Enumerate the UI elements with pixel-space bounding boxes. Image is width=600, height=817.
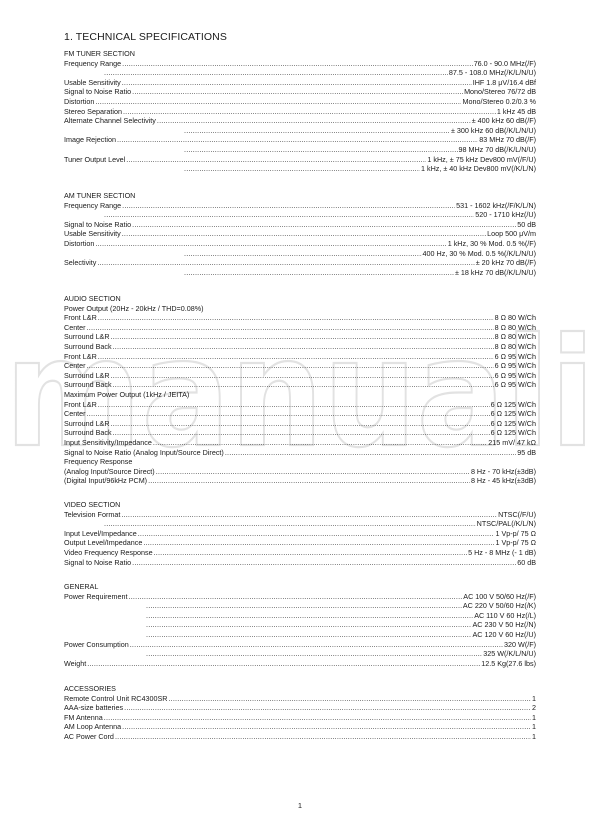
max-power-note: Maximum Power Output (1kHz / JEITA) [64,389,190,399]
spec-list [64,592,536,669]
spec-value: 76.0 - 90.0 MHz(/F) [473,58,536,68]
dot-leader [130,640,503,650]
spec-label: Frequency Range [64,200,122,210]
spec-row [64,313,536,323]
dot-leader [132,220,516,230]
dot-leader [95,239,446,249]
spec-row [64,145,536,155]
spec-value: 1 kHz, 30 % Mod. 0.5 %(/F) [447,238,536,248]
spec-label: AC Power Cord [64,731,114,741]
spec-value: Mono/Stereo 0.2/0.3 % [462,96,536,106]
spec-label: Usable Sensitivity [64,77,121,87]
spec-value: 98 MHz 70 dB(/K/L/N/U) [458,144,536,154]
spec-value: 325 W(/K/L/N/U) [483,649,536,659]
spec-row [64,371,536,381]
section-heading: FM TUNER SECTION [64,49,135,58]
spec-label: AM Loop Antenna [64,722,122,732]
spec-value: 6 Ω 125 W/Ch [490,409,536,419]
spec-value: 320 W(/F) [504,639,536,649]
frequency-response-note: Frequency Response [64,457,133,467]
dot-leader [132,87,463,97]
spec-value: 1 [532,712,536,722]
spec-value: NTSC(/F/U) [498,509,536,519]
dot-leader [122,722,531,732]
spec-label: Remote Control Unit RC4300SR [64,693,168,703]
spec-value: 531 - 1602 kHz(/F/K/L/N) [456,200,536,210]
page-number: 1 [297,801,303,810]
spec-label: Image Rejection [64,135,116,145]
spec-value: 95 dB [517,447,536,457]
spec-value: 50 dB [517,219,536,229]
spec-value: 6 Ω 125 W/Ch [490,428,536,438]
spec-row [64,538,536,548]
spec-label: AAA-size batteries [64,703,124,713]
dot-leader [184,126,450,136]
dot-leader [146,620,471,630]
dot-leader [146,649,482,659]
spec-label: Weight [64,658,87,668]
spec-row [64,78,536,88]
fm-tuner-section [64,49,536,174]
spec-row [64,510,536,520]
am-tuner-section [64,191,536,277]
dot-leader [153,438,487,448]
spec-value: ± 18 kHz 70 dB(/K/L/N/U) [454,267,536,277]
spec-label: Power Requirement [64,591,128,601]
spec-value: 1 Vp-p/ 75 Ω [495,538,536,548]
dot-leader [156,467,470,477]
spec-row [64,713,536,723]
spec-label: Power Consumption [64,639,129,649]
dot-leader [143,538,494,548]
spec-label: Television Format [64,509,121,519]
spec-label: Signal to Noise Ratio [64,219,132,229]
spec-value: 215 mV/ 47 kΩ [488,437,536,447]
dot-leader [95,97,461,107]
spec-list [64,510,536,568]
spec-row [64,722,536,732]
spec-row [64,601,536,611]
spec-label: Usable Sensitivity [64,229,121,239]
spec-value: 8 Ω 80 W/Ch [494,332,536,342]
spec-value: ± 20 kHz 70 dB(/F) [475,258,536,268]
dot-leader [111,371,494,381]
spec-row [64,400,536,410]
spec-row [64,68,536,78]
spec-label: (Analog Input/Source Direct) [64,466,155,476]
spec-value: AC 100 V 50/60 Hz(/F) [463,591,536,601]
spec-label: Distortion [64,96,95,106]
spec-value: 12.5 Kg(27.6 lbs) [481,658,536,668]
spec-row [64,409,536,419]
spec-value: 1 Vp-p/ 75 Ω [495,528,536,538]
spec-value: AC 220 V 50/60 Hz(/K) [462,601,536,611]
spec-row [64,59,536,69]
spec-row [64,164,536,174]
page-title: 1. TECHNICAL SPECIFICATIONS [64,31,227,43]
spec-row [64,155,536,165]
dot-leader [146,611,473,621]
spec-value: 1 [532,722,536,732]
dot-leader [157,116,471,126]
spec-value: 1 kHz 45 dB [496,106,536,116]
spec-value: 6 Ω 95 W/Ch [494,370,536,380]
spec-value: 8 Hz - 45 kHz(±3dB) [470,476,536,486]
section-heading: AM TUNER SECTION [64,191,136,200]
spec-label: Surround Back [64,428,112,438]
spec-label: Surround Back [64,380,112,390]
spec-label: Signal to Noise Ratio [64,557,132,567]
dot-leader [87,361,494,371]
spec-row [64,703,536,713]
spec-row [64,249,536,259]
spec-row [64,694,536,704]
spec-value: 1 kHz, ± 75 kHz Dev800 mV(/F/U) [427,154,536,164]
spec-list [64,694,536,742]
dot-leader [138,529,495,539]
spec-label: Input Sensitivity/Impedance [64,437,152,447]
spec-label: Surround L&R [64,418,110,428]
spec-value: 8 Ω 80 W/Ch [494,313,536,323]
dot-leader [87,659,480,669]
spec-list [64,313,536,390]
dot-leader [129,592,463,602]
spec-row [64,476,536,486]
spec-label: Output Level/Impedance [64,538,143,548]
spec-value: ± 400 kHz 60 dB(/F) [471,116,536,126]
dot-leader [98,400,490,410]
dot-leader [154,548,468,558]
dot-leader [113,342,494,352]
spec-label: Center [64,361,86,371]
spec-list [64,400,536,458]
spec-row [64,558,536,568]
spec-value: 6 Ω 95 W/Ch [494,380,536,390]
spec-label: Signal to Noise Ratio (Analog Input/Source Direct) [64,447,224,457]
dot-leader [122,229,486,239]
spec-row [64,592,536,602]
spec-list [64,201,536,278]
spec-row [64,419,536,429]
general-section [64,582,536,668]
spec-value: AC 110 V 60 Hz(/L) [474,610,536,620]
audio-section [64,294,536,486]
spec-row [64,620,536,630]
spec-row [64,732,536,742]
spec-row [64,380,536,390]
spec-row [64,519,536,529]
spec-value: 6 Ω 125 W/Ch [490,399,536,409]
dot-leader [122,201,455,211]
spec-label: Frequency Range [64,58,122,68]
spec-label: Input Level/Impedance [64,528,137,538]
spec-label: Distortion [64,238,95,248]
dot-leader [104,713,531,723]
spec-value: NTSC/PAL(/K/L/N) [476,519,536,529]
spec-row [64,201,536,211]
spec-value: Loop 500 μV/m [487,229,536,239]
spec-row [64,640,536,650]
power-output-note: Power Output (20Hz - 20kHz / THD=0.08%) [64,303,204,313]
spec-value: 520 - 1710 kHz(/U) [475,210,536,220]
spec-label: Surround Back [64,341,112,351]
spec-value: 6 Ω 125 W/Ch [490,418,536,428]
spec-value: 8 Ω 80 W/Ch [494,341,536,351]
video-section [64,500,536,567]
spec-row [64,342,536,352]
spec-label: Front L&R [64,399,97,409]
spec-value: 2 [532,703,536,713]
spec-row [64,87,536,97]
dot-leader [148,476,470,486]
spec-label: Front L&R [64,313,97,323]
spec-label: Signal to Noise Ratio [64,87,132,97]
spec-label: Surround L&R [64,370,110,380]
dot-leader [115,732,531,742]
spec-label: Selectivity [64,258,97,268]
spec-row [64,135,536,145]
spec-value: IHF 1.8 μV/16.4 dBf [472,77,536,87]
spec-label: Video Frequency Response [64,547,153,557]
spec-list [64,59,536,174]
dot-leader [184,145,458,155]
watermark-text: manuali [5,325,595,465]
spec-value: 6 Ω 95 W/Ch [494,361,536,371]
spec-row [64,352,536,362]
dot-leader [124,703,531,713]
spec-value: 400 Hz, 30 % Mod. 0.5 %(/K/L/N/U) [422,248,536,258]
spec-row [64,438,536,448]
spec-label: Front L&R [64,351,97,361]
spec-value: AC 230 V 50 Hz(/N) [472,620,536,630]
spec-value: 83 MHz 70 dB(/F) [479,135,536,145]
spec-value: ± 300 kHz 60 dB(/K/L/N/U) [450,125,536,135]
dot-leader [111,332,494,342]
spec-row [64,611,536,621]
spec-row [64,361,536,371]
spec-value: 60 dB [517,557,536,567]
spec-value: 8 Ω 80 W/Ch [494,322,536,332]
spec-row [64,220,536,230]
spec-label: Alternate Channel Selectivity [64,116,156,126]
accessories-section [64,684,536,742]
dot-leader [184,268,454,278]
spec-row [64,428,536,438]
spec-value: AC 120 V 60 Hz(/U) [472,629,536,639]
dot-leader [146,601,462,611]
spec-label: Stereo Separation [64,106,122,116]
dot-leader [87,323,494,333]
spec-row [64,268,536,278]
dot-leader [117,135,478,145]
spec-value: 8 Hz - 70 kHz(±3dB) [470,466,536,476]
spec-label: FM Antenna [64,712,103,722]
dot-leader [87,409,490,419]
spec-value: Mono/Stereo 76/72 dB [464,87,536,97]
spec-value: 87.5 - 108.0 MHz(/K/L/N/U) [448,68,536,78]
dot-leader [123,107,496,117]
spec-value: 1 kHz, ± 40 kHz Dev800 mV(/K/L/N) [421,164,536,174]
spec-row [64,467,536,477]
spec-row [64,210,536,220]
spec-label: Tuner Output Level [64,154,126,164]
spec-row [64,448,536,458]
dot-leader [104,519,476,529]
spec-row [64,323,536,333]
dot-leader [113,380,494,390]
dot-leader [146,630,471,640]
dot-leader [225,448,516,458]
spec-row [64,258,536,268]
dot-leader [98,313,494,323]
dot-leader [122,78,472,88]
spec-label: Center [64,409,86,419]
spec-value: 1 [532,693,536,703]
dot-leader [184,164,420,174]
spec-list [64,467,536,486]
spec-row [64,229,536,239]
spec-label: Center [64,322,86,332]
spec-row [64,630,536,640]
section-heading: AUDIO SECTION [64,294,121,303]
section-heading: ACCESSORIES [64,684,116,693]
dot-leader [113,428,490,438]
dot-leader [111,419,490,429]
spec-value: 1 [532,731,536,741]
section-heading: VIDEO SECTION [64,500,121,509]
dot-leader [104,210,474,220]
spec-row [64,126,536,136]
dot-leader [184,249,422,259]
dot-leader [98,352,494,362]
spec-row [64,659,536,669]
spec-label: Surround L&R [64,332,110,342]
dot-leader [132,558,516,568]
section-heading: GENERAL [64,582,99,591]
dot-leader [126,155,426,165]
spec-row [64,239,536,249]
spec-row [64,548,536,558]
spec-row [64,97,536,107]
dot-leader [122,59,473,69]
spec-row [64,116,536,126]
dot-leader [168,694,531,704]
spec-row [64,649,536,659]
dot-leader [121,510,497,520]
dot-leader [97,258,474,268]
spec-row [64,529,536,539]
spec-value: 6 Ω 95 W/Ch [494,351,536,361]
spec-value: 5 Hz - 8 MHz (- 1 dB) [468,547,536,557]
spec-row [64,107,536,117]
spec-label: (Digital Input/96kHz PCM) [64,476,148,486]
spec-row [64,332,536,342]
dot-leader [104,68,448,78]
